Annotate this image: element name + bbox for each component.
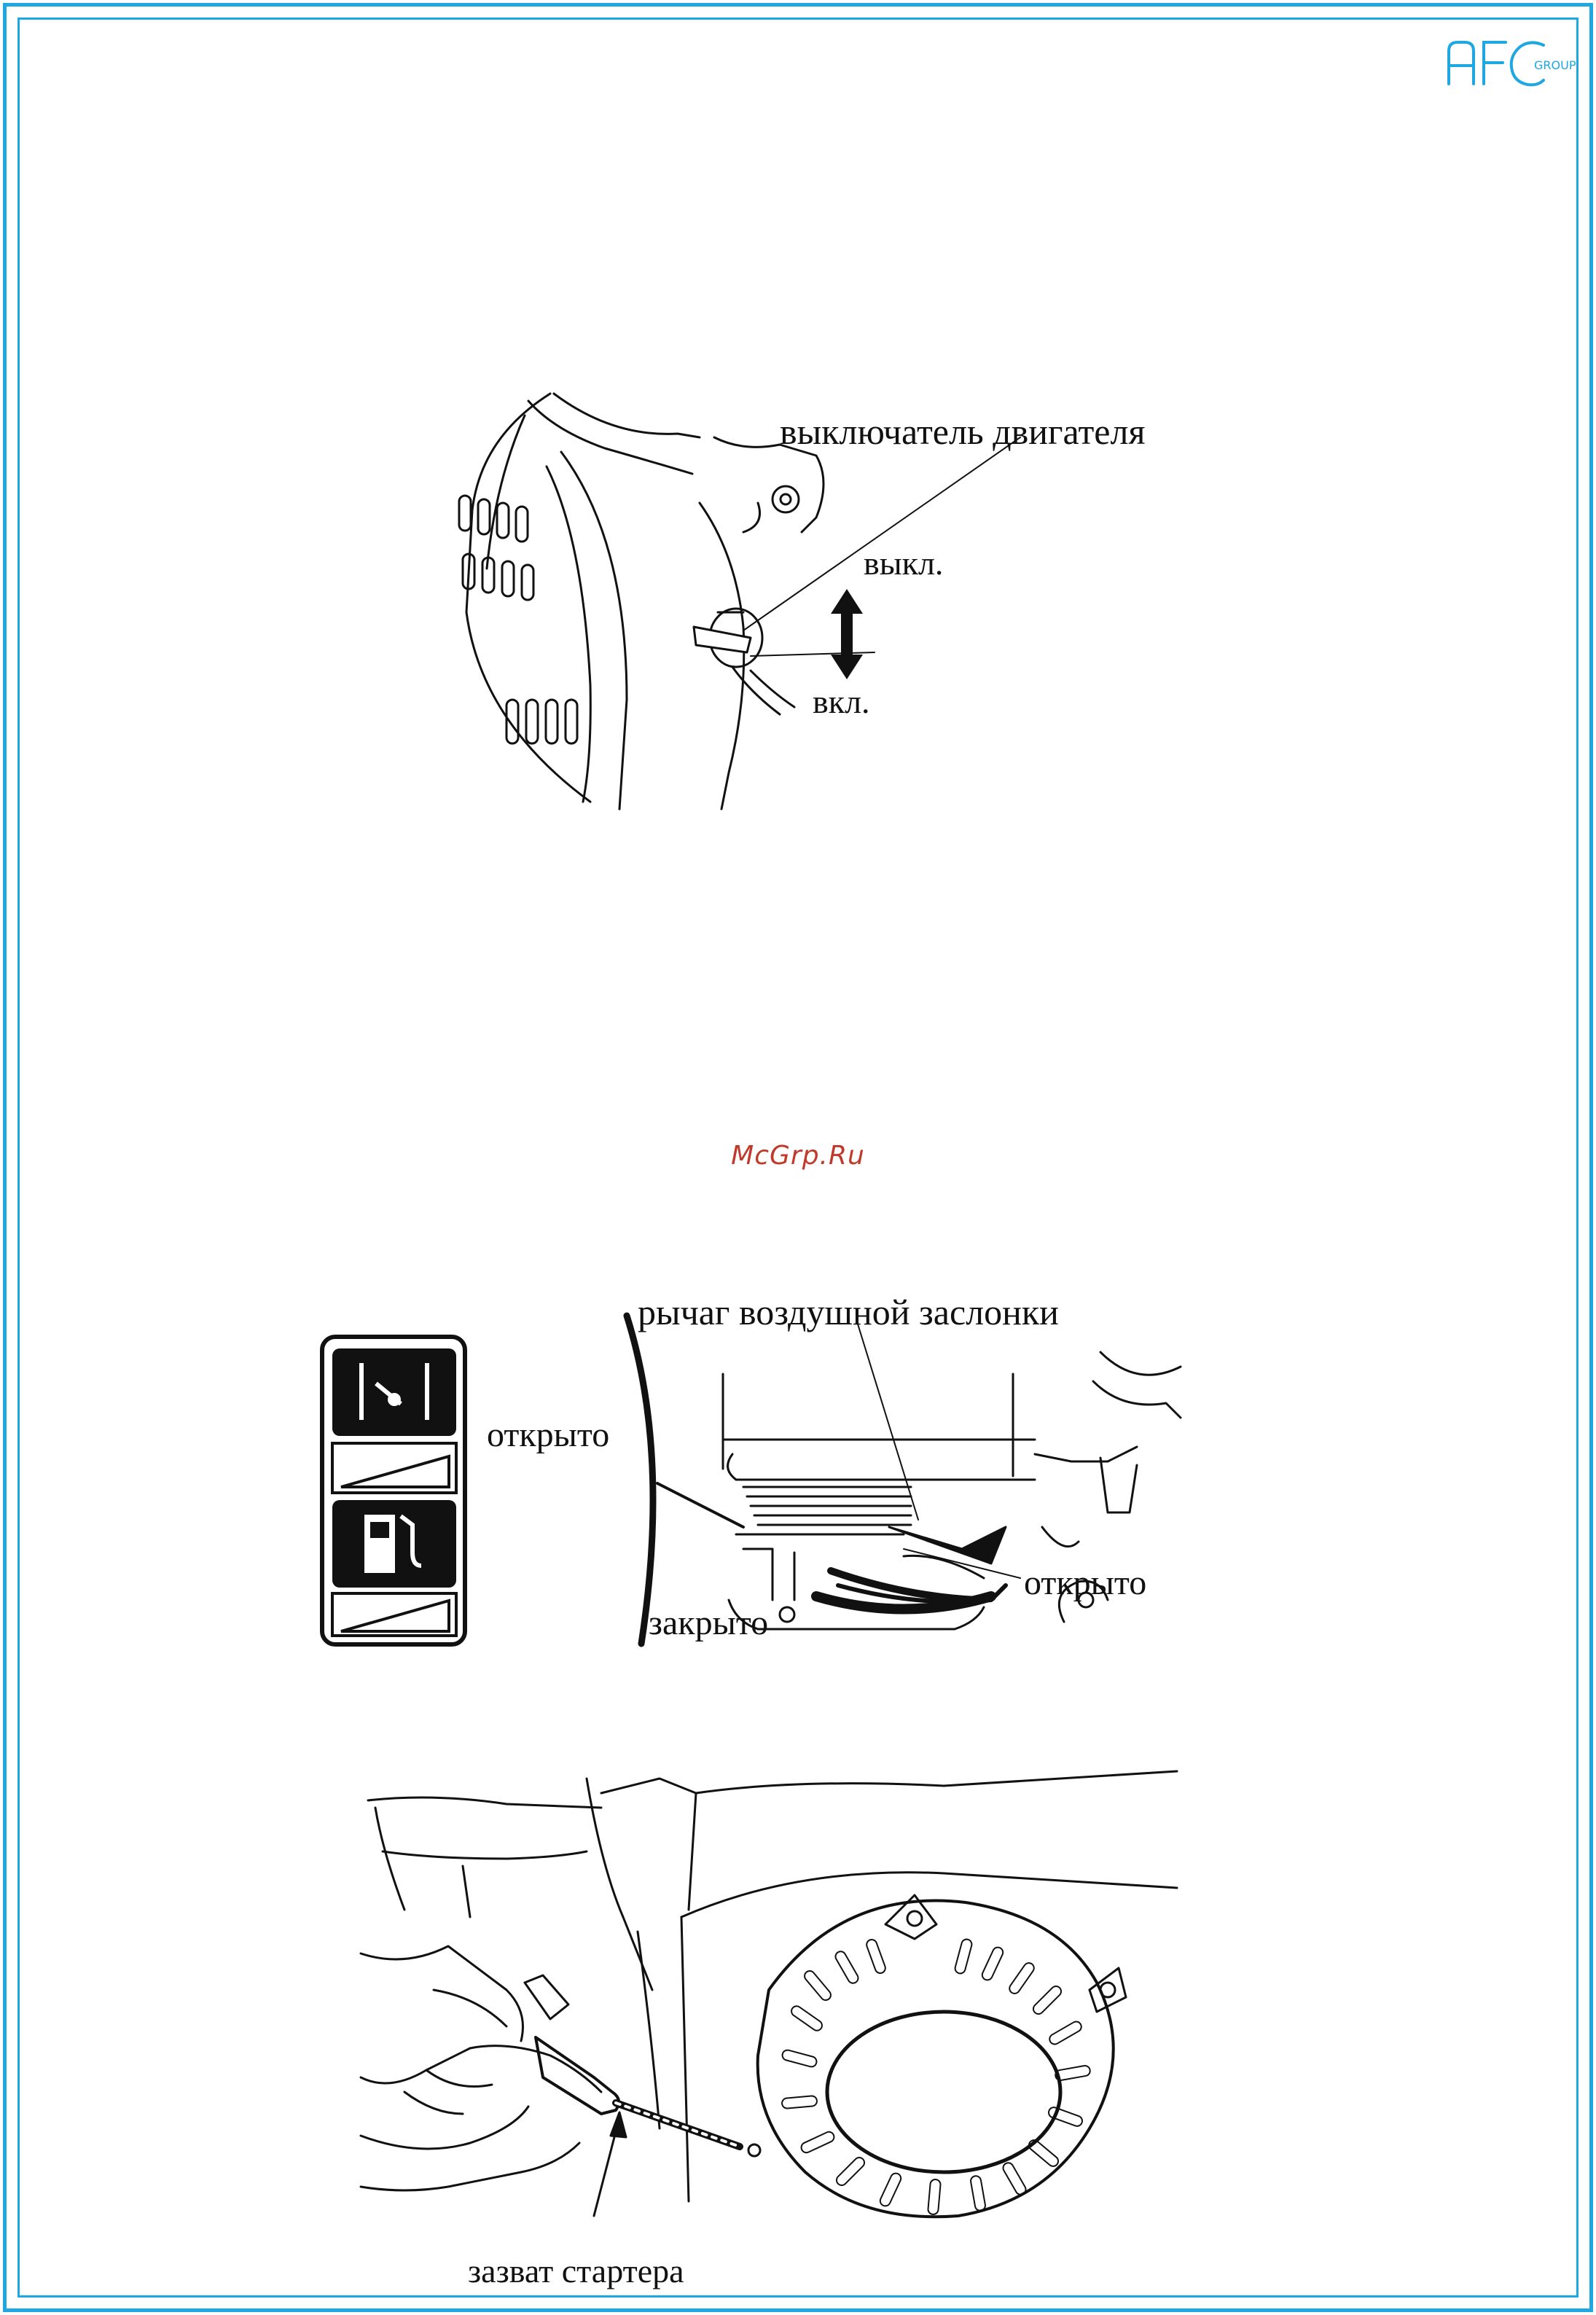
- choke-open-label-left: открыто: [487, 1416, 610, 1454]
- choke-closed-label: закрыто: [649, 1604, 769, 1642]
- recoil-cover: [758, 1895, 1126, 2217]
- on-off-double-arrow: [831, 589, 863, 679]
- recoil-starter-illustration: [361, 1749, 1195, 2245]
- vent-slots: [459, 496, 577, 743]
- switch-on-label: вкл.: [813, 683, 870, 720]
- hand: [361, 1946, 601, 2190]
- engine-switch-illustration: [437, 394, 947, 816]
- watermark: McGrp.Ru: [731, 1141, 865, 1171]
- choke-decal-panel: [319, 1334, 469, 1647]
- starter-grip: [525, 1975, 740, 2147]
- choke-lever-label: рычаг воздушной заслонки: [638, 1292, 1059, 1332]
- switch-off-label: выкл.: [864, 544, 944, 582]
- starter-grip-label: зазват стартера: [468, 2252, 684, 2289]
- engine-switch-label: выключатель двигателя: [780, 411, 1146, 452]
- logo-subtext: GROUP: [1534, 58, 1576, 72]
- choke-open-label-right: открыто: [1024, 1563, 1147, 1602]
- choke-lever: [889, 1527, 1006, 1563]
